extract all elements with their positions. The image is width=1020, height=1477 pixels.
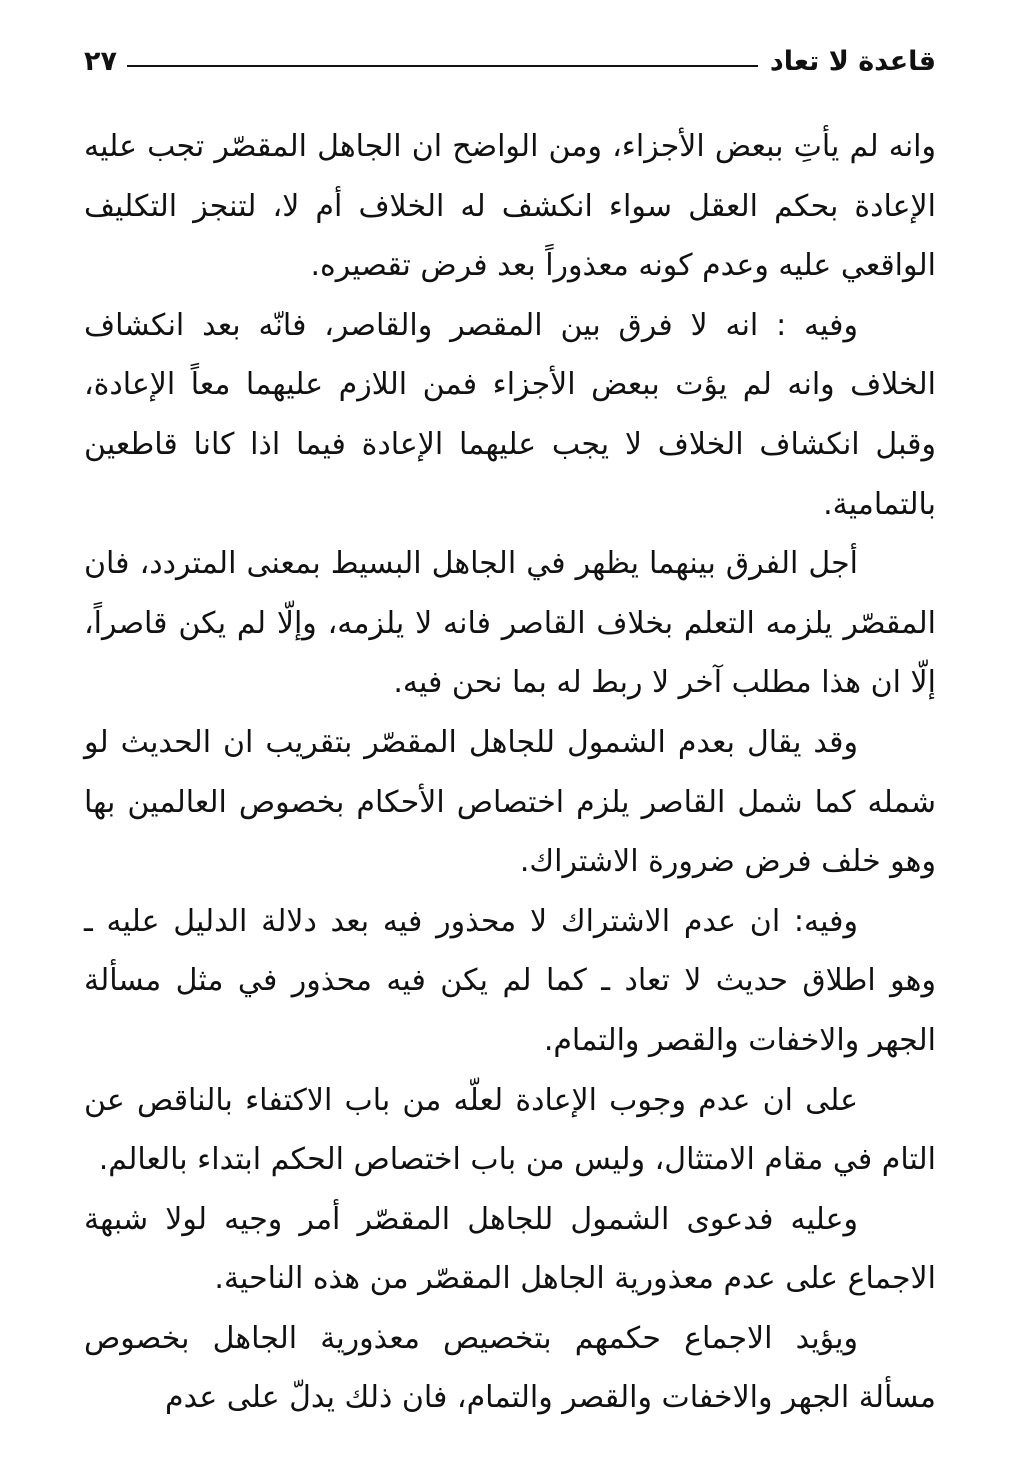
paragraph-1: وانه لم يأتِ ببعض الأجزاء، ومن الواضح ان الجاهل المقصّر تجب عليه الإعادة بحكم العقل سواء انكشف له الخلاف أم لا، لتنجز التكليف الواقعي عليه وعدم كونه معذوراً بعد فرض تقصيره. bbox=[84, 129, 936, 284]
body-text bbox=[84, 117, 936, 1428]
paragraph-2: وفيه : انه لا فرق بين المقصر والقاصر، فانّه بعد انكشاف الخلاف وانه لم يؤت ببعض الأجزاء فمن اللازم عليهما معاً الإعادة، وقبل انكشاف الخلاف لا يجب عليهما الإعادة فيما اذا كانا قاطعين بالتمامية. bbox=[84, 307, 936, 522]
paragraph-4: وقد يقال بعدم الشمول للجاهل المقصّر بتقريب ان الحديث لو شمله كما شمل القاصر يلزم اختصاص الأحكام بخصوص العالمين بها وهو خلف فرض ضرورة الاشتراك. bbox=[84, 724, 936, 880]
running-title: قاعدة لا تعاد bbox=[769, 45, 936, 77]
paragraph-7: وعليه فدعوى الشمول للجاهل المقصّر أمر وجيه لولا شبهة الاجماع على عدم معذورية الجاهل المقصّر من هذه الناحية. bbox=[84, 1201, 936, 1297]
paragraph-5: وفيه: ان عدم الاشتراك لا محذور فيه بعد دلالة الدليل عليه ـ وهو اطلاق حديث لا تعاد ـ كما لم يكن فيه محذور في مثل مسألة الجهر والاخفات والقصر والتمام. bbox=[84, 903, 936, 1058]
paragraph-6: على ان عدم وجوب الإعادة لعلّه من باب الاكتفاء بالناقص عن التام في مقام الامتثال، وليس من باب اختصاص الحكم ابتداء بالعالم. bbox=[84, 1082, 936, 1178]
paragraph-3: أجل الفرق بينهما يظهر في الجاهل البسيط بمعنى المتردد، فان المقصّر يلزمه التعلم بخلاف القاصر فانه لا يلزمه، وإلّا لم يكن قاصراً، إلّا ان هذا مطلب آخر لا ربط له بما نحن فيه. bbox=[84, 546, 936, 701]
page-header bbox=[84, 34, 936, 88]
page-number: ٢٧ bbox=[84, 45, 117, 77]
paragraph-8: ويؤيد الاجماع حكمهم بتخصيص معذورية الجاهل بخصوص مسألة الجهر والاخفات والقصر والتمام، فان ذلك يدلّ على عدم bbox=[84, 1320, 936, 1416]
header-rule bbox=[127, 65, 758, 67]
